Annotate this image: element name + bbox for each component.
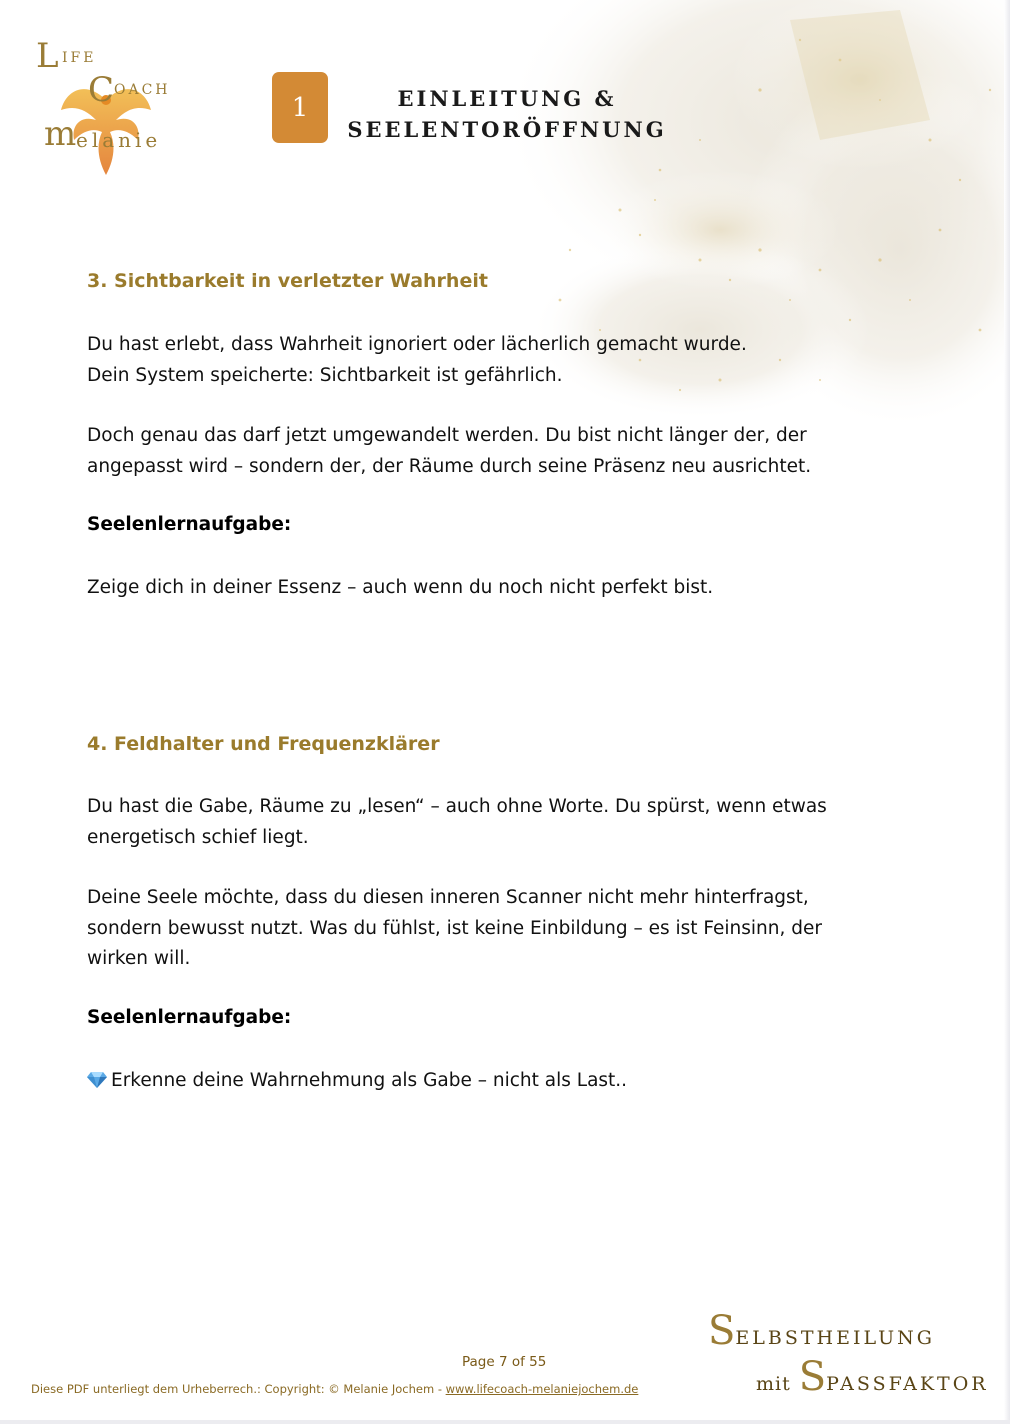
section-heading: 3. Sichtbarkeit in verletzter Wahrheit [87,270,488,292]
copyright-notice [31,1382,638,1396]
chapter-title-line1: EINLEITUNG & [397,86,617,111]
task-text: Zeige dich in deiner Essenz – auch wenn du noch nicht perfekt bist. [87,577,714,598]
paragraph: Deine Seele möchte, dass du diesen inneren Scanner nicht mehr hinterfragst, sondern bewusst nutzt. Was du fühlst, ist keine Einbildung – es ist Feinsinn, der wirken will. [87,887,822,969]
gem-icon [87,1071,107,1088]
lifecoach-logo [34,34,194,184]
chapter-title-line2: SEELENTORÖFFNUNG [347,117,667,142]
task-text-row [87,1066,907,1097]
chapter-title [332,83,682,145]
paragraph-line: Du hast erlebt, dass Wahrheit ignoriert oder lächerlich gemacht wurde. [87,334,747,355]
paragraph [87,330,907,391]
brand-line2 [756,1354,989,1400]
chapter-number-badge: 1 [272,72,328,143]
task-label: Seelenlernaufgabe: [87,1007,292,1028]
paragraph: Doch genau das darf jetzt umgewandelt werden. Du bist nicht länger der, der angepasst wird – sondern der, der Räume durch seine Präsenz neu ausrichtet. [87,425,812,477]
page-bottom-edge [0,1420,1010,1424]
paragraph: Du hast die Gabe, Räume zu „lesen“ – auch ohne Worte. Du spürst, wenn etwas energetisch schief liegt. [87,796,827,848]
logo-letter-c: C [88,70,115,110]
logo-letter-m: m [44,114,77,154]
paragraph-line: Dein System speicherte: Sichtbarkeit ist gefährlich. [87,364,563,386]
copyright-text: Diese PDF unterliegt dem Urheberrech.: Copyright: © Melanie Jochem - [31,1382,446,1396]
brand-line1 [708,1308,935,1354]
task-text: Erkenne deine Wahrnehmung als Gabe – nicht als Last.. [111,1070,628,1091]
brand-mit: mit [756,1373,791,1395]
page-number: Page 7 of 55 [462,1354,547,1370]
task-label: Seelenlernaufgabe: [87,514,292,535]
website-link[interactable]: www.lifecoach-melaniejochem.de [445,1382,639,1396]
brand-passfaktor: PASSFAKTOR [826,1373,989,1395]
page-edge [1004,0,1010,1424]
logo-letter-l: L [36,36,59,76]
logo-text-oach: OACH [114,82,171,98]
brand-cap-s2: S [798,1354,827,1400]
brand-cap-s1: S [708,1308,736,1354]
logo-text-elanie: elanie [76,128,162,152]
brand-selbstheilung: ELBSTHEILUNG [735,1327,935,1349]
logo-text-ife: IFE [62,50,97,66]
section-heading: 4. Feldhalter und Frequenzklärer [87,733,440,755]
